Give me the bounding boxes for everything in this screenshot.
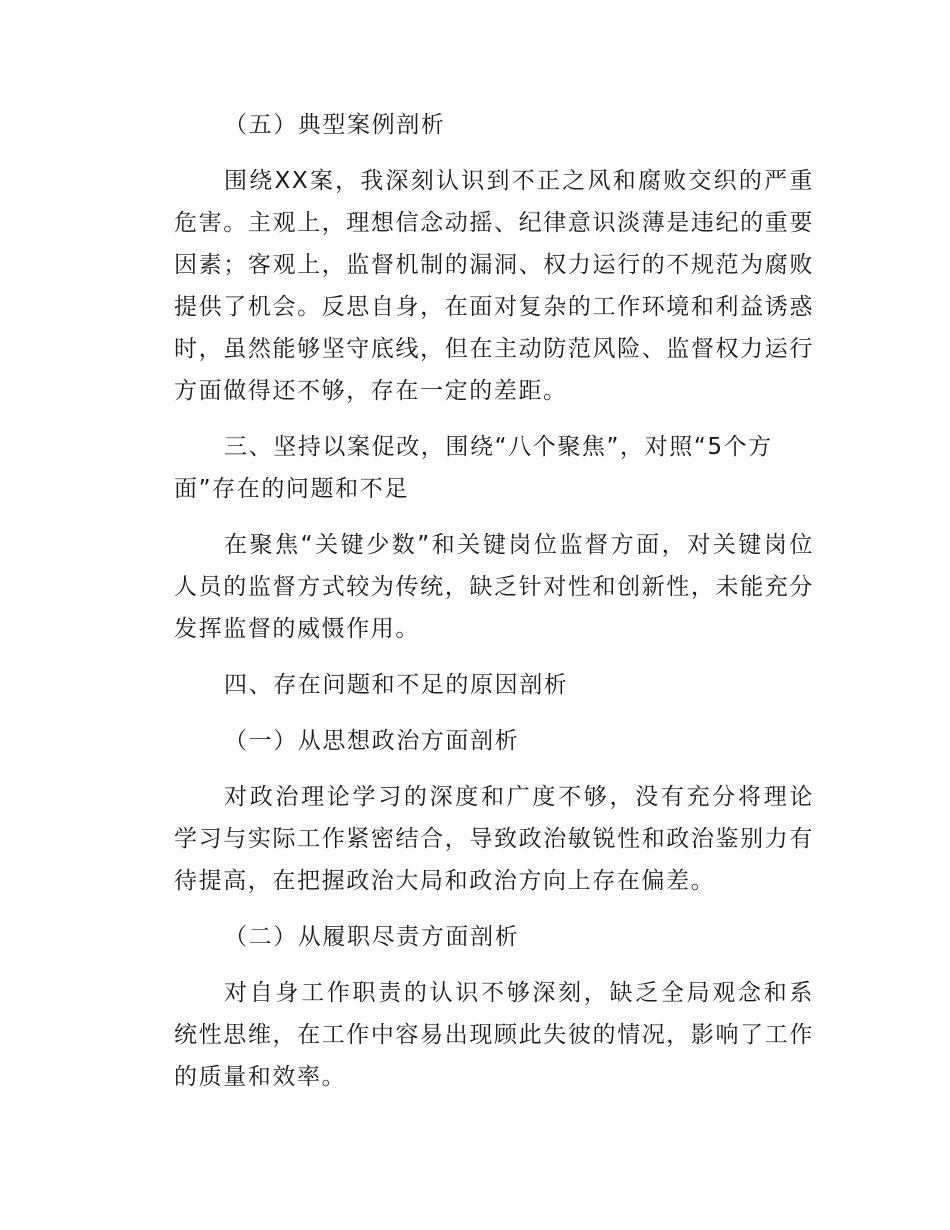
paragraph-ideology: 对政治理论学习的深度和广度不够，没有充分将理论学习与实际工作紧密结合，导致政治敏锐性和政治鉴别力有待提高，在把握政治大局和政治方向上存在偏差。 bbox=[174, 784, 814, 894]
section-heading-duty: （二）从履职尽责方面剖析 bbox=[224, 924, 520, 950]
section-heading-typical-case: （五）典型案例剖析 bbox=[224, 112, 446, 138]
section-heading-four: 四、存在问题和不足的原因剖析 bbox=[224, 672, 569, 698]
paragraph-case-analysis: 围绕XX案，我深刻认识到不正之风和腐败交织的严重危害。主观上，理想信念动摇、纪律意识淡薄是违纪的重要因素；客观上，监督机制的漏洞、权力运行的不规范为腐败提供了机会。反思自身，在面对复杂的工作环境和利益诱惑时，虽然能够坚守底线，但在主动防范风险、监督权力运行方面做得还不够，存在一定的差距。 bbox=[174, 168, 814, 404]
paragraph-key-minority: 在聚焦“关键少数”和关键岗位监督方面，对关键岗位人员的监督方式较为传统，缺乏针对性和创新性，未能充分发挥监督的威慑作用。 bbox=[174, 532, 814, 642]
document-body bbox=[174, 104, 814, 1112]
paragraph-duty: 对自身工作职责的认识不够深刻，缺乏全局观念和系统性思维，在工作中容易出现顾此失彼的情况，影响了工作的质量和效率。 bbox=[174, 980, 814, 1090]
section-heading-ideology: （一）从思想政治方面剖析 bbox=[224, 728, 520, 754]
section-heading-three: 三、坚持以案促改，围绕“八个聚焦”，对照“5个方面”存在的问题和不足 bbox=[174, 434, 773, 502]
